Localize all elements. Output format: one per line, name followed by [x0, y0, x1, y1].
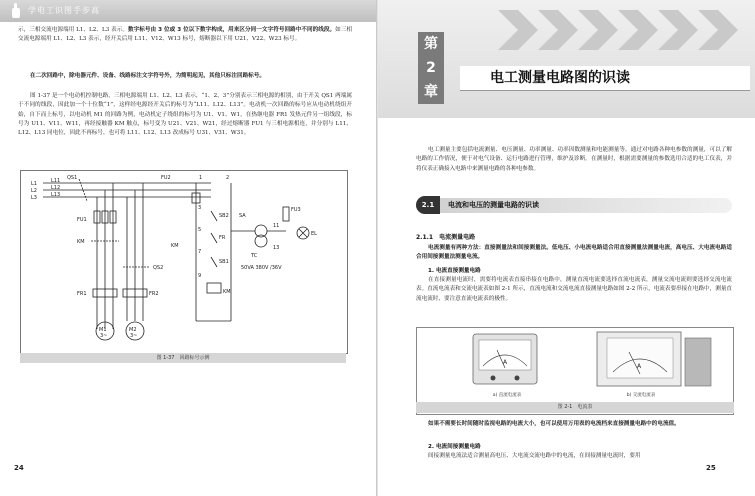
- item-2-text: 间接测量电流法适合测量高电压、大电流交流电路中的电流，在间接测量电流时，要用: [428, 453, 641, 459]
- label-m2-sub: 3~: [130, 333, 138, 339]
- chapter-char-1: 第: [424, 36, 438, 52]
- label-l13: L13: [51, 192, 61, 198]
- page-number-right: 25: [706, 464, 716, 472]
- chapter-title: 电工测量电路图的识读: [490, 70, 630, 86]
- label-l2: L2: [31, 188, 37, 194]
- node-11: 11: [273, 223, 280, 229]
- meter-b-symbol: A: [637, 363, 642, 370]
- label-fu2: FU2: [161, 175, 171, 181]
- item-2-heading: 2. 电流间接测量电路: [428, 444, 481, 450]
- label-km-coil: KM: [223, 289, 231, 295]
- label-m1: M1: [99, 327, 107, 333]
- label-km: KM: [77, 239, 85, 245]
- label-fu3: FU3: [291, 207, 301, 213]
- section-title: 电流和电压的测量电路的识读: [448, 201, 539, 209]
- figure-caption-1-37: 图 1-37 回路标号示例: [20, 353, 346, 363]
- label-m1-sub: 3~: [100, 333, 108, 339]
- chapter-char-3: 章: [424, 84, 438, 100]
- meter-b-caption: b) 交流电流表: [626, 393, 656, 398]
- item-1-heading: 1. 电流直接测量电路: [428, 268, 481, 274]
- left-page: [0, 0, 376, 496]
- node-13: 13: [273, 245, 280, 251]
- meter-illustrations: [417, 328, 733, 402]
- meter-a-caption: a) 直流电流表: [492, 393, 522, 398]
- label-qs1: QS1: [67, 175, 78, 181]
- label-qs2: QS2: [153, 265, 164, 271]
- circuit-diagram: [21, 171, 347, 353]
- circuit-figure: [20, 170, 348, 354]
- label-m2: M2: [129, 327, 137, 333]
- section-number: 2.1: [416, 196, 440, 214]
- page-header: [0, 0, 376, 22]
- chapter-char-2: 2: [426, 60, 436, 76]
- label-l3: L3: [31, 195, 37, 201]
- label-fr1: FR1: [77, 291, 87, 297]
- subsection-intro: 电流测量有两种方法：直接测量法和间接测量法。低电压、小电流电路适合用直接测量法测量电流，高电压、大电流电路适合用间接测量法测量电流。: [416, 245, 732, 261]
- label-sb1: SB1: [219, 259, 229, 265]
- label-km2: KM: [171, 243, 179, 249]
- after-figure-text: 如果不需要长时间随时监视电路的电流大小，也可以使用万用表的电流档来直接测量电路中的电流值。: [428, 421, 680, 427]
- right-page: [378, 0, 755, 496]
- chapter-intro: 电工测量主要包括电流测量、电压测量、功率测量、功率因数测量和电能测量等。通过对电路各种电参数的测量，可以了解电路的工作情况，便于对电气设备、运行电路进行管理，维护及诊断。在测量时，根据需要测量的参数选用合适的电工仪表，并将仪表正确接入电路中来测量电路的各种电参数。: [416, 147, 732, 172]
- label-l12: L12: [51, 185, 61, 191]
- label-sb2: SB2: [219, 213, 229, 219]
- paragraph-2: 在二次回路中，除电器元件、设备、线路标注文字符号外，为简明起见，其他只标注回路标号。: [30, 73, 265, 79]
- label-fr2: FR2: [149, 291, 159, 297]
- node-1: 1: [199, 175, 203, 181]
- node-7: 7: [198, 249, 202, 255]
- node-2: 2: [226, 175, 230, 181]
- figure-caption-2-1: 图 2-1 电流表: [416, 402, 734, 413]
- label-l11: L11: [51, 178, 61, 184]
- label-l1: L1: [31, 181, 37, 187]
- label-tc: TC: [251, 253, 258, 259]
- chapter-number-box: [418, 32, 444, 104]
- node-5: 5: [198, 227, 202, 233]
- item-1-text: 在直接测量电流时，需要将电流表直接串接在电路中，测量直流电流要选择直流电流表，测量交流电流则要选择交流电流表。直流电流表和交流电流表如图 2-1 所示，直流电流和交流电流直接测量电路如图 2-2 所示，电流表要串接在电路中，测量直流电流时，要注意直流电流表的极性。: [416, 277, 733, 302]
- paragraph-3: 图 1-37 是一个电动机控制电路，三相电源端用 L1、L2、L3 表示，“1、2、3”分别表示三相电源的相别，由于开关 QS1 两端属于不同的线段，因此加一个十位数“1”，这样经电源经开关后的标号为“L11、L12、L13”。电动机一次回路的标号应从电动机绕组开始，自下而上标号，以电动机 M1 的回路为例，电动机定子绕组的标号为 U1、V1、W1，在热继电器 FR1 发热元件另一组线段，标号为 U11、V11、W11，再经接触器 KM 触点，标号变为 U21、V21、W21，经过熔断器 FU1 与三相电源相连，并分别与 L11、L12、L13 同电位，因此不再标号，也可将 L11、L12、L13 改成标号 U31、V31、W31。: [18, 93, 352, 137]
- meter-a-symbol: A: [503, 359, 508, 366]
- chapter-title-bar: [460, 66, 750, 91]
- label-transformer: 50VA 380V /36V: [241, 265, 282, 271]
- label-el: EL: [311, 231, 317, 237]
- subsection-heading: 2.1.1 电流测量电路: [416, 234, 476, 241]
- label-fu1: FU1: [77, 217, 87, 223]
- chapter-header: [378, 0, 755, 118]
- page-number-left: 24: [14, 464, 24, 472]
- hand-thumb-icon: [10, 2, 22, 19]
- label-sa: SA: [239, 213, 246, 219]
- label-fr: FR: [219, 235, 226, 241]
- paragraph-1: 示，三相交流电源端用 L1、L2、L3 表示。数字标号由 3 位或 3 位以下数字构成，用来区分同一文字符号回路中不同的线段。如三相交流电源端用 L1、L2、L3 表示，经开关后用 L11、V12、W13 标号，熔断器以下用 U21、V22、W23 标号。: [18, 27, 352, 43]
- node-9: 9: [198, 273, 202, 279]
- header-title: 学电工识图手步高: [28, 6, 100, 15]
- node-3: 3: [198, 205, 202, 211]
